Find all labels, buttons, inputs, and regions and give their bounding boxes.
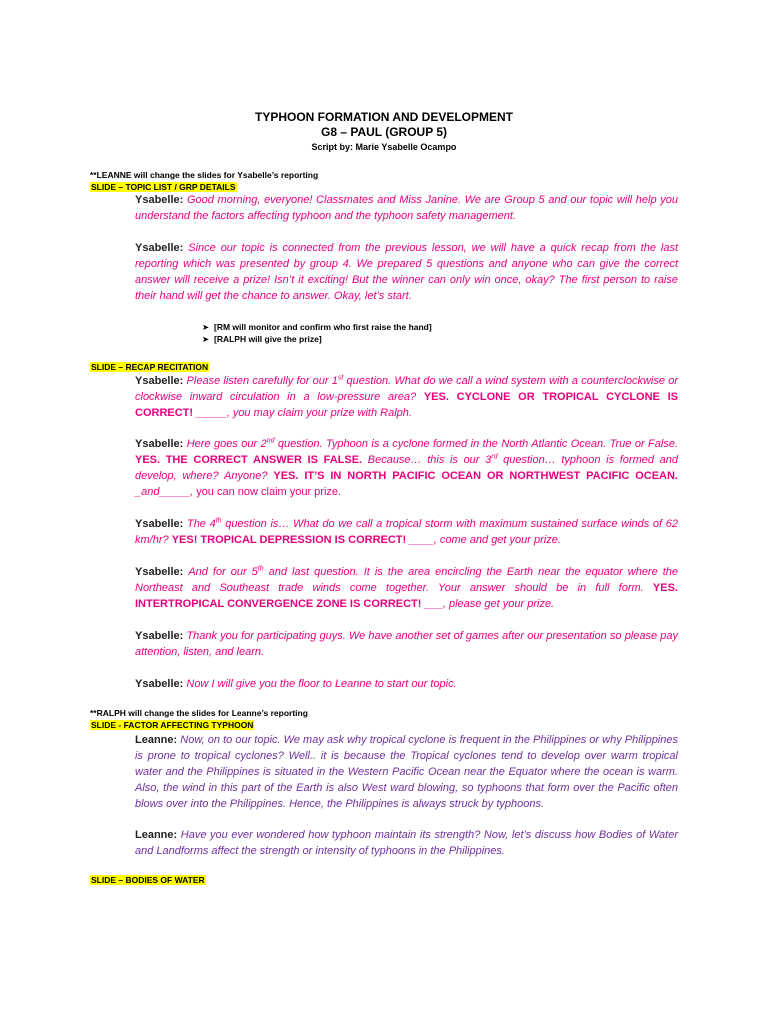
leanne-strength-intro: Leanne: Have you ever wondered how typhoon maintain its strength? Now, let’s discuss how Bodies of Water and Landforms affect the strength or intensity of typhoons in the Philippines. <box>135 829 679 857</box>
leanne-topic-intro: Leanne: Now, on to our topic. We may ask why tropical cyclone is frequent in the Philippines or why Philippines is prone to tropical cyclones? Well.. it is because the Tropical cyclones tend to develop over warm tropical water and the Philippines is situated in the Western Pacific Ocean near the Equator where the ocean is warm. Also, the wind in this part of the Earth is also West ward blowing, so typhoons that form over the Pacific often blows over into the Philippines. Hence, the Philippines is always struck by typhoons. <box>135 734 678 810</box>
group-heading: G8 – PAUL (GROUP 5) <box>320 125 448 139</box>
answer-1: YES. CYCLONE OR TROPICAL CYCLONE IS CORRECT! <box>135 391 678 419</box>
arrow-bullet-icon: ➤ <box>202 334 210 344</box>
speaker-label: Ysabelle: <box>135 242 184 254</box>
speaker-label: Ysabelle: <box>135 566 184 578</box>
question-4: Ysabelle: The 4th question is… What do we call a tropical storm with maximum sustained surface winds of 62 km/hr? YES! TROPICAL DEPRESSION IS CORRECT! ____, come and get your prize. <box>135 517 678 546</box>
slide-label-factor: SLIDE - FACTOR AFFECTING TYPHOON <box>91 720 254 730</box>
speaker-label: Ysabelle: <box>135 375 184 387</box>
ysabelle-greeting <box>135 192 678 224</box>
speaker-label: Leanne: <box>135 829 178 841</box>
question-2-3: Ysabelle: Here goes our 2nd question. Typhoon is a cyclone formed in the North Atlantic Ocean. True or False. YES. THE CORRECT ANSWER IS FALSE. Because… this is our 3rd question… typhoon is formed and develop, where? Anyone? YES. IT’S IN NORTH PACIFIC OCEAN OR NORTHWEST PACIFIC OCEAN. _and_____, you can now claim your prize. <box>135 437 678 498</box>
slide-label-topic-list: SLIDE – TOPIC LIST / GRP DETAILS <box>91 182 236 192</box>
ralph-slide-note: **RALPH will change the slides for Leanne’s reporting <box>90 708 308 718</box>
ysabelle-thanks: Ysabelle: Thank you for participating guys. We have another set of games after our presentation so please pay attention, listen, and learn. <box>135 630 678 658</box>
answer-5: YES. INTERTROPICAL CONVERGENCE ZONE IS CORRECT! <box>135 582 678 610</box>
ysabelle-recap-intro <box>135 240 678 304</box>
speaker-label: Ysabelle: <box>135 438 184 450</box>
speaker-label: Ysabelle: <box>135 630 184 642</box>
speaker-label: Leanne: <box>135 734 178 746</box>
document-title: TYPHOON FORMATION AND DEVELOPMENT <box>255 110 513 124</box>
question-1: Ysabelle: Please listen carefully for our 1st question. What do we call a wind system with a counterclockwise or clockwise inward circulation in a low-pressure area? YES. CYCLONE OR TROPICAL CYCLONE IS CORRECT! _____, you may claim your prize with Ralph. <box>135 374 678 419</box>
script-author: Script by: Marie Ysabelle Ocampo <box>311 142 457 152</box>
speaker-label: Ysabelle: <box>135 518 184 530</box>
greeting-text: Good morning, everyone! Classmates and Miss Janine. We are Group 5 and our topic will help you understand the factors affecting typhoon and the typhoon safety management. <box>135 194 678 222</box>
list-item: ➤ [RALPH will give the prize] <box>202 334 322 344</box>
slide-label-bodies-of-water: SLIDE – BODIES OF WATER <box>91 875 205 885</box>
answer-3: YES. IT’S IN NORTH PACIFIC OCEAN OR NORTHWEST PACIFIC OCEAN. <box>273 470 678 482</box>
answer-2: YES. THE CORRECT ANSWER IS FALSE. <box>135 454 363 466</box>
ysabelle-handoff: Ysabelle: Now I will give you the floor to Leanne to start our topic. <box>135 678 457 690</box>
speaker-label: Ysabelle: <box>135 678 184 690</box>
leanne-slide-note: **LEANNE will change the slides for Ysabelle’s reporting <box>90 170 319 180</box>
list-item: ➤ [RM will monitor and confirm who first raise the hand] <box>202 322 432 332</box>
answer-4: YES! TROPICAL DEPRESSION IS CORRECT! <box>171 534 407 546</box>
slide-label-recap: SLIDE – RECAP RECITATION <box>91 362 209 372</box>
question-5: Ysabelle: And for our 5th and last question. It is the area encircling the Earth near the equator where the Northeast and Southeast trade winds come together. Your answer should be in full form. YES. INTERTROPICAL CONVERGENCE ZONE IS CORRECT! ___, please get your prize. <box>135 565 679 610</box>
stage-directions-list <box>202 321 432 345</box>
speaker-label: Ysabelle: <box>135 194 184 206</box>
recap-intro-text: Since our topic is connected from the previous lesson, we will have a quick recap from the last reporting which was presented by group 4. We prepared 5 questions and anyone who can give the correct answer will receive a prize! Isn’t it exciting! But the winner can only win once, okay? The first person to raise their hand will get the chance to answer. Okay, let’s start. <box>135 242 678 302</box>
arrow-bullet-icon: ➤ <box>202 322 210 332</box>
